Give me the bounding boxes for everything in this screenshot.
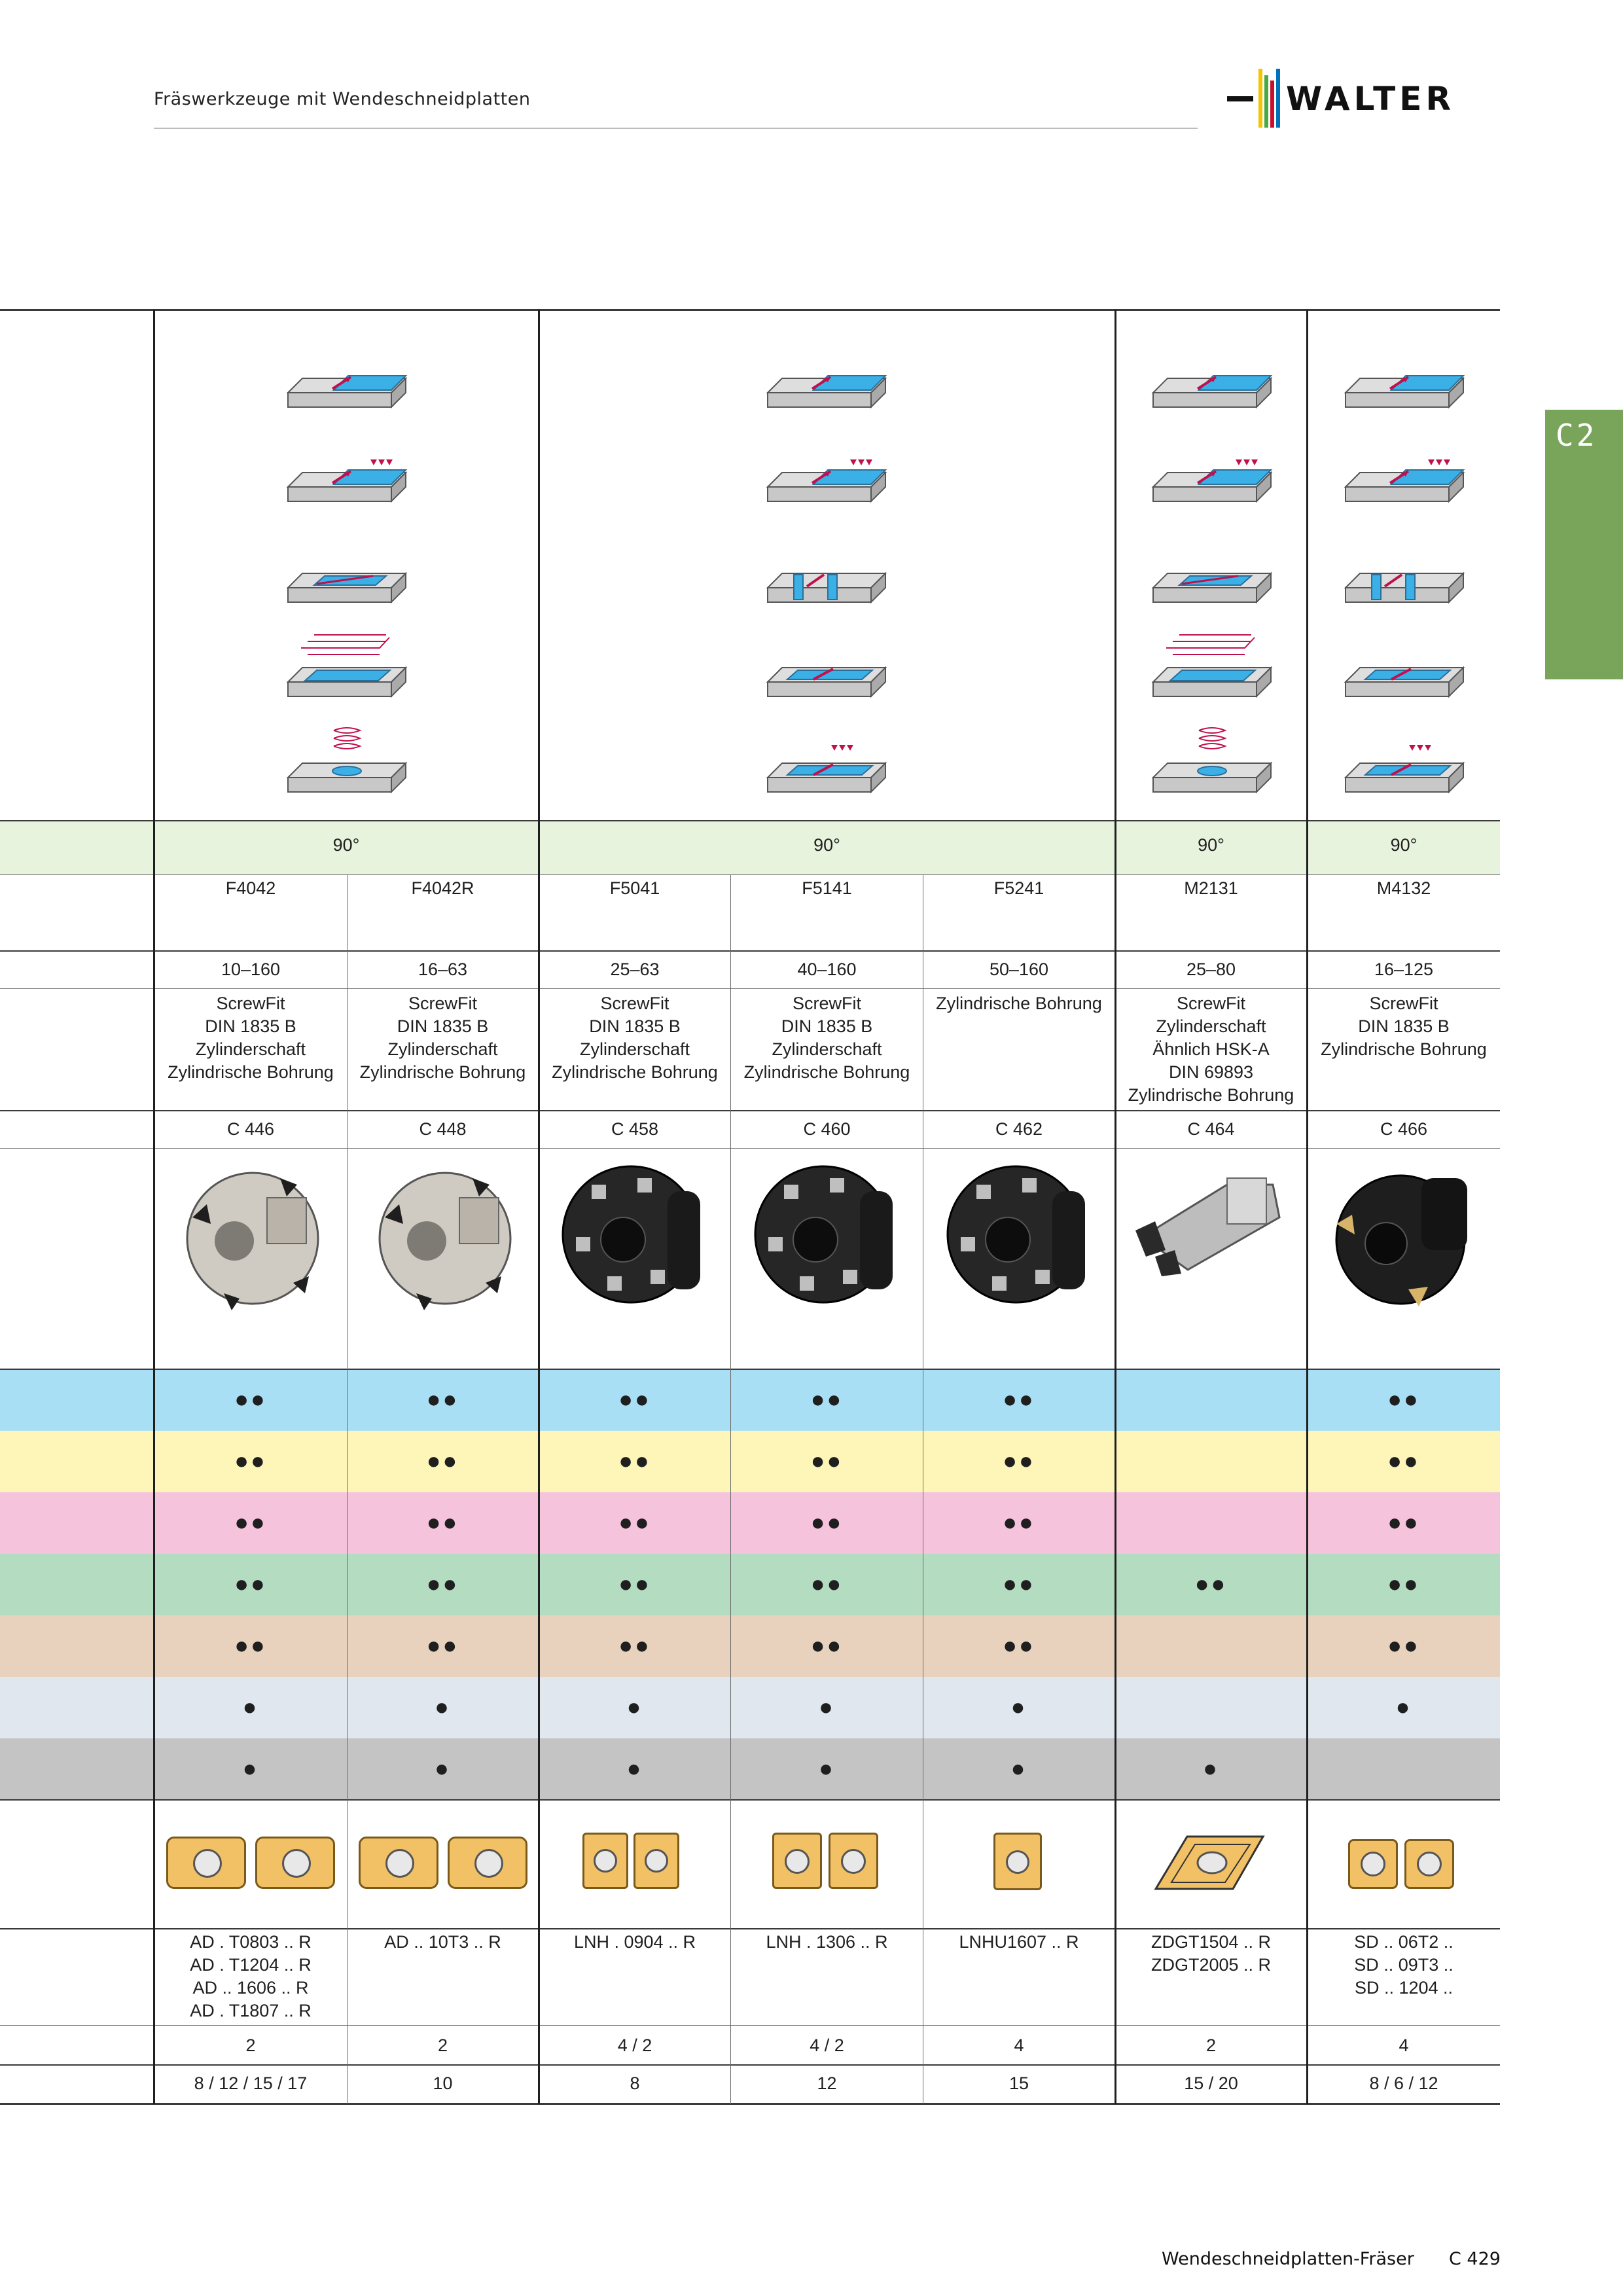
insert-code[interactable]: ZDGT1504 .. R <box>1150 1932 1272 1952</box>
page-reference-link[interactable]: C 446 <box>226 1119 275 1139</box>
insert-size: 10 <box>433 2073 453 2093</box>
angle-label: 90° <box>1198 835 1224 855</box>
footer-section: Wendeschneidplatten-Fräser <box>1162 2249 1414 2269</box>
material-suitability-dots: ●● <box>234 1509 267 1535</box>
insert-codes <box>923 1931 1115 1954</box>
tool-type[interactable]: F5241 <box>993 878 1044 898</box>
material-suitability-dots: ●● <box>1387 1570 1420 1597</box>
mounting-line: Zylindrische Bohrung <box>359 1062 526 1082</box>
cutting-edges: 4 / 2 <box>810 2036 844 2055</box>
rule <box>0 1110 1500 1111</box>
tool-image-f4042 <box>169 1158 332 1316</box>
material-suitability-dots: ●● <box>426 1509 459 1535</box>
insert-image-zdgt <box>1152 1830 1270 1895</box>
diameter-range: 16–125 <box>1374 960 1434 979</box>
mounting-line: Zylinderschaft <box>772 1039 882 1059</box>
material-suitability-dots: ●● <box>1003 1570 1035 1597</box>
mounting-line: Zylindrische Bohrung <box>168 1062 334 1082</box>
mounting-line: DIN 1835 B <box>205 1016 296 1036</box>
mounting-types <box>348 992 538 1084</box>
rule <box>0 2064 1500 2066</box>
footer-page-number: C 429 <box>1449 2249 1501 2269</box>
tool-image-f5241 <box>937 1158 1102 1316</box>
material-suitability-dots: ●● <box>810 1632 844 1659</box>
material-suitability-dots: ● <box>242 1693 259 1720</box>
section-tab-label: C2 <box>1556 418 1597 453</box>
material-suitability-dots: ●● <box>810 1509 844 1535</box>
material-suitability-dots: ●● <box>618 1509 651 1535</box>
material-suitability-dots: ● <box>1203 1755 1219 1782</box>
mounting-line: Zylindrische Bohrung <box>743 1062 910 1082</box>
mounting-line: Ähnlich HSK-A <box>1152 1039 1270 1059</box>
insert-size: 15 / 20 <box>1184 2073 1238 2093</box>
insert-image-sd <box>1348 1839 1398 1889</box>
diameter-range: 40–160 <box>797 960 857 979</box>
mounting-line: ScrewFit <box>216 994 285 1013</box>
material-suitability-dots: ●● <box>1003 1386 1035 1412</box>
diameter-range: 10–160 <box>221 960 281 979</box>
insert-code[interactable]: LNH . 1306 .. R <box>766 1932 888 1952</box>
page-reference-link[interactable]: C 464 <box>1187 1119 1235 1139</box>
tool-image-m4132 <box>1323 1158 1488 1316</box>
rule <box>0 2025 1500 2026</box>
diameter-range: 25–63 <box>610 960 660 979</box>
material-suitability-dots: ● <box>435 1693 451 1720</box>
material-suitability-dots: ●● <box>1387 1632 1420 1659</box>
mounting-line: ScrewFit <box>1176 994 1245 1013</box>
insert-code[interactable]: LNHU1607 .. R <box>959 1932 1079 1952</box>
page-reference-link[interactable]: C 466 <box>1380 1119 1428 1139</box>
insert-codes <box>731 1931 923 1954</box>
insert-image-lnh <box>582 1833 628 1889</box>
material-suitability-dots: ●● <box>234 1570 267 1597</box>
material-suitability-dots: ●● <box>810 1386 844 1412</box>
diameter-range: 25–80 <box>1186 960 1236 979</box>
page-reference-link[interactable]: C 462 <box>995 1119 1043 1139</box>
material-suitability-dots: ●● <box>1387 1509 1420 1535</box>
insert-code[interactable]: LNH . 0904 .. R <box>573 1932 696 1952</box>
material-suitability-dots: ●● <box>1194 1570 1228 1597</box>
tool-image-f5041 <box>552 1158 717 1316</box>
material-suitability-dots: ●● <box>618 1632 651 1659</box>
insert-size: 8 / 6 / 12 <box>1369 2073 1438 2093</box>
material-suitability-dots: ●● <box>1003 1632 1035 1659</box>
insert-code[interactable]: AD . T1807 .. R <box>190 2001 312 2020</box>
insert-size: 15 <box>1008 2073 1029 2093</box>
insert-code[interactable]: SD .. 06T2 .. <box>1354 1932 1454 1952</box>
cutting-edges: 4 / 2 <box>617 2036 652 2055</box>
mounting-line: ScrewFit <box>600 994 669 1013</box>
insert-size: 8 <box>630 2073 640 2093</box>
cutting-edges: 2 <box>245 2036 256 2055</box>
material-suitability-dots: ●● <box>234 1386 267 1412</box>
material-suitability-dots: ●● <box>1387 1447 1420 1474</box>
insert-image-lnhu <box>993 1833 1042 1890</box>
insert-codes <box>539 1931 730 1954</box>
material-suitability-dots: ●● <box>1003 1509 1035 1535</box>
application-icons <box>0 0 1623 818</box>
angle-label: 90° <box>813 835 840 855</box>
rule <box>0 874 1500 875</box>
insert-codes <box>1116 1931 1306 1977</box>
material-suitability-dots: ●● <box>1387 1386 1420 1412</box>
material-suitability-dots: ●● <box>810 1447 844 1474</box>
tool-image-f4042r <box>361 1158 525 1316</box>
insert-code[interactable]: SD .. 09T3 .. <box>1354 1955 1454 1975</box>
material-suitability-dots: ● <box>1010 1693 1027 1720</box>
cutting-edges: 2 <box>437 2036 448 2055</box>
insert-image-sd <box>1404 1839 1454 1889</box>
mounting-line: DIN 69893 <box>1168 1062 1254 1082</box>
mounting-line: Zylindrische Bohrung <box>1128 1085 1294 1105</box>
tool-type[interactable]: F5041 <box>609 878 660 898</box>
rule <box>0 1369 1500 1370</box>
angle-label: 90° <box>1390 835 1418 855</box>
insert-code[interactable]: AD . T0803 .. R <box>190 1932 312 1952</box>
material-suitability-dots: ● <box>819 1755 835 1782</box>
insert-codes <box>1308 1931 1500 2000</box>
material-suitability-dots: ● <box>435 1755 451 1782</box>
rule <box>0 820 1500 821</box>
mounting-line: Zylindrische Bohrung <box>936 994 1102 1013</box>
material-suitability-dots: ● <box>242 1755 259 1782</box>
insert-image-ad <box>166 1837 246 1889</box>
rule <box>0 1148 1500 1149</box>
mounting-line: DIN 1835 B <box>397 1016 489 1036</box>
insert-image-lnh <box>829 1833 878 1889</box>
page-reference-link[interactable]: C 460 <box>803 1119 851 1139</box>
mounting-types <box>731 992 923 1084</box>
mounting-line: DIN 1835 B <box>589 1016 681 1036</box>
material-suitability-dots: ●● <box>426 1570 459 1597</box>
mounting-types <box>539 992 730 1084</box>
material-suitability-dots: ●● <box>1003 1447 1035 1474</box>
mounting-line: Zylinderschaft <box>195 1039 306 1059</box>
cutting-edges: 4 <box>1399 2036 1409 2055</box>
mounting-line: Zylinderschaft <box>387 1039 498 1059</box>
mounting-types <box>1308 992 1500 1061</box>
material-suitability-dots: ● <box>1395 1693 1412 1720</box>
material-suitability-dots: ● <box>626 1755 643 1782</box>
mounting-line: Zylindrische Bohrung <box>1321 1039 1487 1059</box>
insert-image-ad <box>255 1837 335 1889</box>
mounting-line: Zylinderschaft <box>579 1039 690 1059</box>
tool-type[interactable]: F5141 <box>802 878 852 898</box>
tool-type[interactable]: F4042 <box>225 878 276 898</box>
material-suitability-dots: ●● <box>426 1386 459 1412</box>
cutting-edges: 4 <box>1014 2036 1024 2055</box>
material-suitability-dots: ●● <box>426 1632 459 1659</box>
material-suitability-dots: ● <box>626 1693 643 1720</box>
material-suitability-dots: ●● <box>618 1386 651 1412</box>
insert-codes <box>154 1931 347 2022</box>
material-suitability-dots: ●● <box>234 1447 267 1474</box>
tool-type[interactable]: M4132 <box>1376 878 1431 898</box>
material-suitability-dots: ●● <box>426 1447 459 1474</box>
table-bottom-rule <box>0 2103 1500 2105</box>
diameter-range: 50–160 <box>989 960 1049 979</box>
insert-codes <box>348 1931 538 1954</box>
page-reference-link[interactable]: C 458 <box>611 1119 659 1139</box>
mounting-line: DIN 1835 B <box>781 1016 873 1036</box>
mounting-line: ScrewFit <box>408 994 477 1013</box>
insert-size: 8 / 12 / 15 / 17 <box>194 2073 308 2093</box>
insert-image-lnh <box>772 1833 822 1889</box>
tool-type[interactable]: F4042R <box>411 878 474 898</box>
mounting-line: ScrewFit <box>1369 994 1438 1013</box>
rule <box>0 1799 1500 1801</box>
material-suitability-dots: ●● <box>810 1570 844 1597</box>
insert-image-ad <box>359 1837 438 1889</box>
insert-code[interactable]: AD .. 10T3 .. R <box>384 1932 501 1952</box>
mounting-line: DIN 1835 B <box>1358 1016 1450 1036</box>
tool-image-m2131 <box>1129 1158 1294 1316</box>
tool-type[interactable]: M2131 <box>1184 878 1238 898</box>
page-header-title: Fräswerkzeuge mit Wendeschneidplatten <box>154 89 531 109</box>
mounting-types <box>923 992 1115 1015</box>
mounting-line: ScrewFit <box>792 994 861 1013</box>
cutting-edges: 2 <box>1205 2036 1217 2055</box>
angle-label: 90° <box>332 835 360 855</box>
material-suitability-dots: ● <box>1010 1755 1027 1782</box>
rule <box>0 1928 1500 1929</box>
rule <box>0 988 1500 989</box>
insert-code[interactable]: AD .. 1606 .. R <box>192 1978 309 1998</box>
mounting-types <box>154 992 347 1084</box>
page-reference-link[interactable]: C 448 <box>419 1119 467 1139</box>
insert-code[interactable]: SD .. 1204 .. <box>1354 1978 1454 1998</box>
mounting-types <box>1116 992 1306 1107</box>
rule <box>0 950 1500 952</box>
diameter-range: 16–63 <box>418 960 468 979</box>
insert-image-ad <box>448 1837 527 1889</box>
material-suitability-dots: ●● <box>618 1447 651 1474</box>
insert-size: 12 <box>817 2073 837 2093</box>
mounting-line: Zylinderschaft <box>1156 1016 1266 1036</box>
logo-text: WALTER <box>1286 80 1455 118</box>
material-suitability-dots: ● <box>819 1693 835 1720</box>
insert-code[interactable]: ZDGT2005 .. R <box>1150 1955 1272 1975</box>
insert-code[interactable]: AD . T1204 .. R <box>190 1955 312 1975</box>
mounting-line: Zylindrische Bohrung <box>552 1062 718 1082</box>
tool-image-f5141 <box>745 1158 910 1316</box>
material-suitability-dots: ●● <box>234 1632 267 1659</box>
material-suitability-dots: ●● <box>618 1570 651 1597</box>
insert-image-lnh <box>633 1833 679 1889</box>
